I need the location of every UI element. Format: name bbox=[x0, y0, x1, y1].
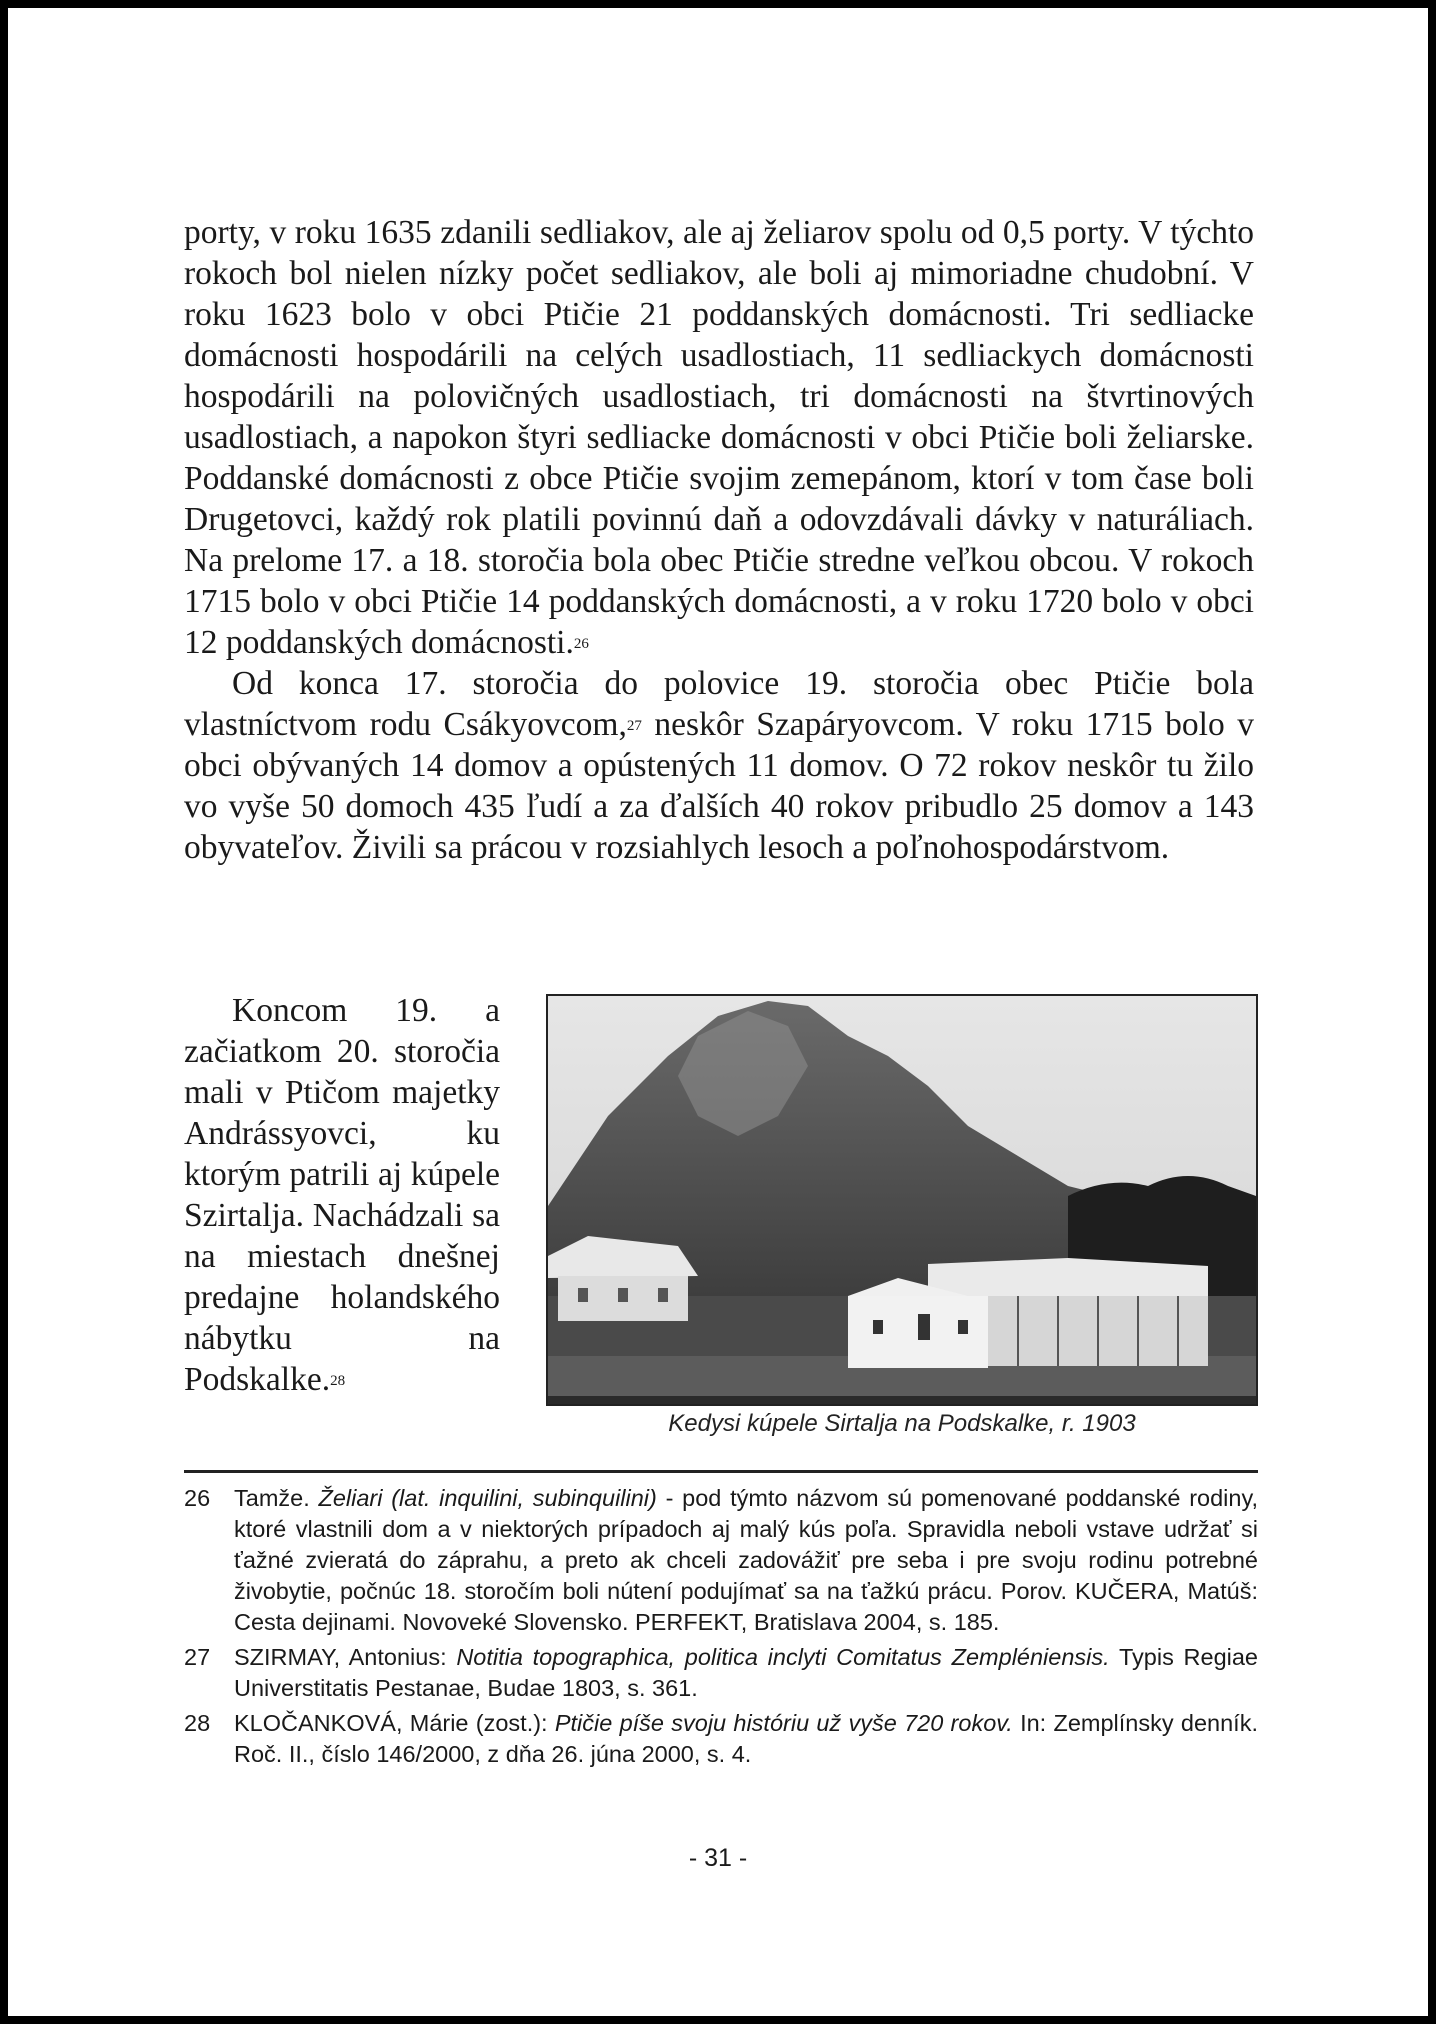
paragraph-2-text-b: neskôr Szapáryovcom. V roku 1715 bolo v obci obývaných 14 domov a opústených 11 domov. O 72 rokov neskôr tu žilo vo vyše 50 domoch 435 ľudí a za ďalších 40 rokov pribudlo 25 domov a 143 obyvateľov. Živili sa prácou v rozsiahlych lesoch a poľnohospodárstvom. bbox=[184, 706, 1255, 866]
footnote-number: 28 bbox=[184, 1710, 211, 1736]
footnote-26 bbox=[184, 1483, 1258, 1638]
footnote-rest: - pod týmto názvom sú pomenované poddanské rodiny, ktoré vlastnili dom a v niektorých prípadoch aj malý kús poľa. Spravidla neboli vstave udržať si ťažné zvieratá do záprahu, a preto ak chceli zadovážiť pre seba i pre svoju rodinu potrebné živobytie, počnúc 18. storočím boli nútení podujímať sa na ťažkú prácu. Porov. KUČERA, Matúš: Cesta dejinami. Novoveké Slovensko. PERFEKT, Bratislava 2004, s. 185. bbox=[234, 1485, 1258, 1635]
photo-caption: Kedysi kúpele Sirtalja na Podskalke, r. 1903 bbox=[668, 1410, 1136, 1437]
main-text bbox=[184, 212, 1254, 868]
page-number: - 31 - bbox=[688, 1844, 748, 1872]
footnote-rule bbox=[184, 1470, 1258, 1473]
footnotes bbox=[184, 1483, 1258, 1774]
footnote-lead: KLOČANKOVÁ, Márie (zost.): bbox=[234, 1710, 555, 1736]
spa-buildings-photo bbox=[548, 996, 1256, 1404]
footnote-rest: In: Zemplínsky denník. Roč. II., číslo 146/2000, z dňa 26. júna 2000, s. 4. bbox=[234, 1710, 1258, 1767]
footnote-number: 27 bbox=[184, 1644, 211, 1670]
footnote-28 bbox=[184, 1708, 1258, 1770]
historic-photo bbox=[546, 994, 1258, 1406]
footnote-italic: Notitia topographica, politica inclyti Comitatus Zempléniensis. bbox=[456, 1644, 1110, 1670]
footnote-rest: Typis Regiae Universtitatis Pestanae, Budae 1803, s. 361. bbox=[234, 1644, 1258, 1701]
footnote-text bbox=[234, 1483, 1258, 1638]
footnote-ref-26: 26 bbox=[573, 636, 589, 653]
footnote-lead: SZIRMAY, Antonius: bbox=[234, 1644, 457, 1670]
footnote-text bbox=[234, 1708, 1258, 1770]
footnote-text bbox=[234, 1642, 1258, 1704]
paragraph-2 bbox=[184, 663, 1254, 868]
footnote-italic: Ptičie píše svoju históriu už vyše 720 rokov. bbox=[554, 1710, 1013, 1736]
paragraph-1-text: porty, v roku 1635 zdanili sedliakov, ale aj želiarov spolu od 0,5 porty. V týchto rokoch bol nielen nízky počet sedliakov, ale boli aj mimoriadne chudobní. V roku 1623 bolo v obci Ptičie 21 poddanských domácnosti. Tri sedliacke domácnosti hospodárili na celých usadlostiach, 11 sedliackych domácnosti hospodárili na polovičných usadlostiach, tri domácnosti na štvrtinových usadlostiach, a napokon štyri sedliacke domácnosti v obci Ptičie boli želiarske. Poddanské domácnosti z obce Ptičie svojim zemepánom, ktorí v tom čase boli Drugetovci, každý rok platili povinnú daň a odovzdávali dávky v naturáliach. Na prelome 17. a 18. storočia bola obec Ptičie stredne veľkou obcou. V rokoch 1715 bolo v obci Ptičie 14 poddanských domácnosti, a v roku 1720 bolo v obci 12 poddanských domácnosti. bbox=[184, 214, 1254, 661]
paragraph-3-text: Koncom 19. a začiatkom 20. storočia mali v Ptičom majetky Andrássyovci, ku ktorým patrili aj kúpele Szirtalja. Nachádzali sa na miestach dnešnej predajne holandského nábytku na Podskalke. bbox=[184, 992, 500, 1398]
paragraph-2-text-a: Od konca 17. storočia do polovice 19. storočia obec Ptičie bola vlastníctvom rodu Csákyovcom, bbox=[184, 665, 1254, 743]
footnote-27 bbox=[184, 1642, 1258, 1704]
footnote-lead: Tamže. bbox=[234, 1485, 319, 1511]
paragraph-3 bbox=[184, 990, 500, 1400]
footnote-number: 26 bbox=[184, 1485, 211, 1511]
book-page bbox=[8, 8, 1428, 2016]
footnote-ref-28: 28 bbox=[330, 1373, 346, 1390]
footnote-italic: Želiari (lat. inquilini, subinquilini) bbox=[318, 1485, 657, 1511]
footnote-ref-27: 27 bbox=[626, 718, 642, 735]
paragraph-1 bbox=[184, 212, 1254, 663]
